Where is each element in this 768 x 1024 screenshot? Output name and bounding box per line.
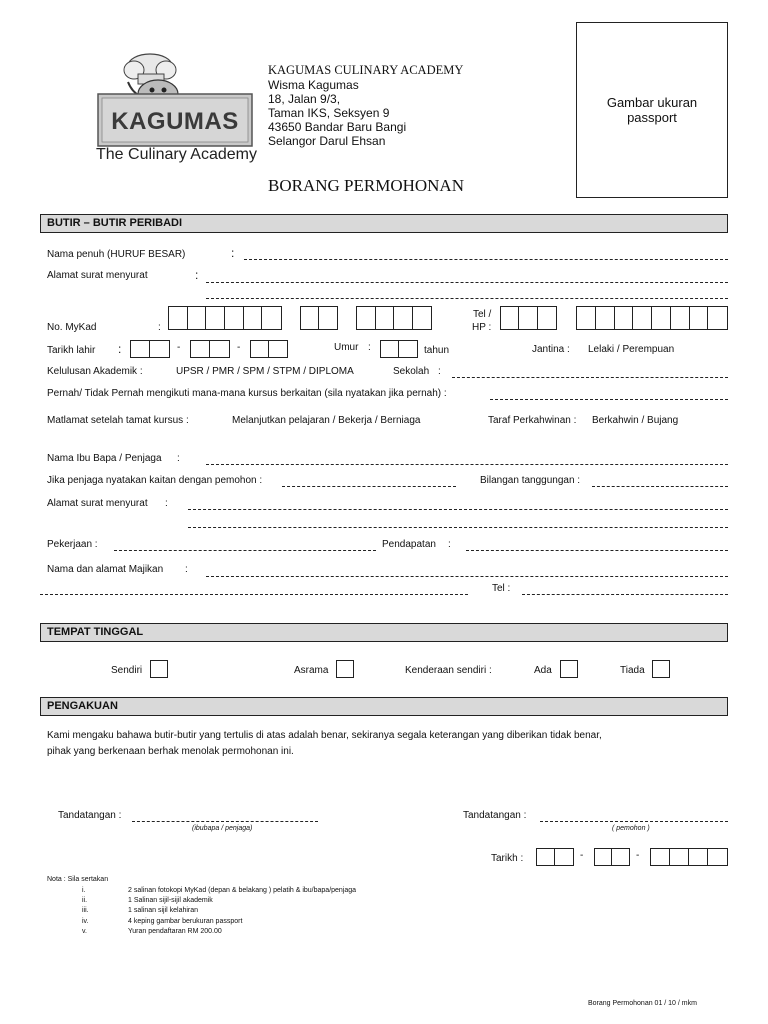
tel-label xyxy=(472,308,491,334)
age-boxes[interactable] xyxy=(380,340,418,358)
goal-options[interactable]: Melanjutkan pelajaran / Bekerja / Berniaga xyxy=(232,415,421,426)
full-name-label: Nama penuh (HURUF BESAR) xyxy=(47,249,186,260)
photo-label-line: passport xyxy=(627,110,677,125)
address-line: Selangor Darul Ehsan xyxy=(268,134,386,148)
section-declaration-header: PENGAKUAN xyxy=(40,697,728,716)
income-label: Pendapatan xyxy=(382,539,436,550)
note-text: Yuran pendaftaran RM 200.00 xyxy=(128,927,222,935)
option-yes-label: Ada xyxy=(534,665,552,676)
mailing-address-field-2[interactable] xyxy=(206,298,728,299)
occupation-label: Pekerjaan : xyxy=(47,539,98,550)
gender-options[interactable]: Lelaki / Perempuan xyxy=(588,344,675,355)
mykad-boxes-1[interactable] xyxy=(168,306,282,330)
tel-boxes-2[interactable] xyxy=(576,306,728,330)
dob-day-boxes[interactable] xyxy=(130,340,170,358)
option-alone-label: Sendiri xyxy=(111,665,143,676)
gender-label: Jantina : xyxy=(532,344,570,355)
date-label: Tarikh : xyxy=(491,853,524,864)
colon: : xyxy=(231,246,235,260)
colon: : xyxy=(158,322,161,333)
colon: : xyxy=(185,564,188,575)
note-text: 1 Salinan sijil-sijil akademik xyxy=(128,897,213,905)
own-vehicle-label: Kenderaan sendiri : xyxy=(405,665,492,676)
mykad-label: No. MyKad xyxy=(47,322,97,333)
school-field[interactable] xyxy=(452,377,728,378)
academy-name: KAGUMAS CULINARY ACADEMY xyxy=(268,63,464,77)
date-day-boxes[interactable] xyxy=(536,848,574,866)
section-personal-header: BUTIR – BUTIR PERIBADI xyxy=(40,214,728,233)
note-item xyxy=(82,886,356,896)
colon: : xyxy=(368,342,371,353)
full-name-field[interactable] xyxy=(244,259,728,260)
note-number: iii. xyxy=(82,907,89,915)
date-month-boxes[interactable] xyxy=(594,848,630,866)
academic-options[interactable]: UPSR / PMR / SPM / STPM / DIPLOMA xyxy=(176,366,354,377)
note-item xyxy=(82,917,356,927)
logo-tagline: The Culinary Academy xyxy=(96,146,257,163)
colon: : xyxy=(177,453,180,464)
prior-course-field[interactable] xyxy=(490,399,728,400)
colon: : xyxy=(448,539,451,550)
guardian-signature-caption: (ibubapa / penjaga) xyxy=(192,825,253,832)
option-no-label: Tiada xyxy=(620,665,645,676)
option-hostel-checkbox[interactable] xyxy=(336,660,354,678)
academic-label: Kelulusan Akademik : xyxy=(47,366,143,377)
age-unit: tahun xyxy=(424,345,450,356)
guardian-address-field-2[interactable] xyxy=(188,527,728,528)
guardian-signature-field[interactable] xyxy=(132,821,318,822)
school-label: Sekolah xyxy=(393,366,430,377)
academy-logo xyxy=(92,52,258,170)
passport-photo-box[interactable] xyxy=(576,22,728,198)
income-field[interactable] xyxy=(466,550,728,551)
notes-list xyxy=(82,886,356,937)
date-separator: - xyxy=(636,850,640,861)
note-text: 4 keping gambar berukuran passport xyxy=(128,917,243,925)
option-hostel-label: Asrama xyxy=(294,665,329,676)
date-separator: - xyxy=(237,342,241,353)
option-yes-checkbox[interactable] xyxy=(560,660,578,678)
form-code: Borang Permohonan 01 / 10 / mkm xyxy=(588,1000,697,1007)
note-number: ii. xyxy=(82,897,88,905)
guardian-signature-label: Tandatangan : xyxy=(58,810,122,821)
tel-boxes-1[interactable] xyxy=(500,306,557,330)
date-separator: - xyxy=(177,342,181,353)
age-label: Umur xyxy=(334,342,359,353)
declaration-text-1: Kami mengaku bahawa butir-butir yang tertulis di atas adalah benar, sekiranya segala keterangan yang diberikan tidak benar, xyxy=(47,730,602,741)
guardian-relation-label: Jika penjaga nyatakan kaitan dengan pemohon : xyxy=(47,475,263,486)
colon: : xyxy=(165,498,168,509)
note-text: 2 salinan fotokopi MyKad (depan & belakang ) pelatih & ibu/bapa/penjaga xyxy=(128,887,357,894)
employer-tel-label: Tel : xyxy=(492,583,511,594)
employer-field-1[interactable] xyxy=(206,576,728,577)
note-item xyxy=(82,906,356,916)
option-alone-checkbox[interactable] xyxy=(150,660,168,678)
guardian-name-field[interactable] xyxy=(206,464,728,465)
note-item xyxy=(82,896,356,906)
mykad-boxes-3[interactable] xyxy=(356,306,432,330)
date-year-boxes[interactable] xyxy=(650,848,728,866)
form-title: BORANG PERMOHONAN xyxy=(268,176,464,195)
logo-brand-text: KAGUMAS xyxy=(111,108,239,135)
applicant-signature-label: Tandatangan : xyxy=(463,810,527,821)
employer-tel-field[interactable] xyxy=(522,594,728,595)
photo-box-label xyxy=(577,95,727,125)
marital-options[interactable]: Berkahwin / Bujang xyxy=(592,415,679,426)
applicant-signature-field[interactable] xyxy=(540,821,728,822)
occupation-field[interactable] xyxy=(114,550,376,551)
guardian-name-label: Nama Ibu Bapa / Penjaga xyxy=(47,453,162,464)
address-line: Taman IKS, Seksyen 9 xyxy=(268,106,390,120)
marital-label: Taraf Perkahwinan : xyxy=(488,415,577,426)
colon: : xyxy=(438,366,441,377)
applicant-signature-caption: ( pemohon ) xyxy=(612,825,650,832)
prior-course-label: Pernah/ Tidak Pernah mengikuti mana-mana kursus berkaitan (sila nyatakan jika pernah) : xyxy=(47,388,447,399)
note-number: v. xyxy=(82,927,87,935)
guardian-address-field-1[interactable] xyxy=(188,509,728,510)
note-text: 1 salinan sijil kelahiran xyxy=(128,907,199,915)
colon: : xyxy=(118,342,122,356)
dependents-label: Bilangan tanggungan : xyxy=(480,475,581,486)
dob-year-boxes[interactable] xyxy=(250,340,288,358)
note-number: i. xyxy=(82,887,86,894)
address-line: 18, Jalan 9/3, xyxy=(268,92,341,106)
mailing-address-field-1[interactable] xyxy=(206,282,728,283)
address-line: Wisma Kagumas xyxy=(268,78,359,92)
date-separator: - xyxy=(580,850,584,861)
guardian-address-label: Alamat surat menyurat xyxy=(47,498,148,509)
declaration-text-2: pihak yang berkenaan berhak menolak permohonan ini. xyxy=(47,746,294,757)
note-item xyxy=(82,927,356,937)
dob-month-boxes[interactable] xyxy=(190,340,230,358)
tel-label-line: HP : xyxy=(472,322,492,333)
notes-heading: Nota : Sila sertakan xyxy=(47,876,109,883)
academy-address xyxy=(268,78,406,148)
photo-label-line: Gambar ukuran xyxy=(606,95,698,110)
mykad-boxes-2[interactable] xyxy=(300,306,338,330)
employer-field-2[interactable] xyxy=(40,594,468,595)
tel-label-line: Tel / xyxy=(472,309,492,320)
guardian-relation-field[interactable] xyxy=(282,486,456,487)
address-line: 43650 Bandar Baru Bangi xyxy=(268,120,407,134)
option-no-checkbox[interactable] xyxy=(652,660,670,678)
dob-label: Tarikh lahir xyxy=(47,345,96,356)
goal-label: Matlamat setelah tamat kursus : xyxy=(47,415,189,426)
note-number: iv. xyxy=(82,917,89,925)
section-residence-header: TEMPAT TINGGAL xyxy=(40,623,728,642)
mailing-address-label: Alamat surat menyurat xyxy=(47,270,148,281)
colon: : xyxy=(195,268,199,282)
employer-label: Nama dan alamat Majikan xyxy=(47,564,164,575)
dependents-field[interactable] xyxy=(592,486,728,487)
